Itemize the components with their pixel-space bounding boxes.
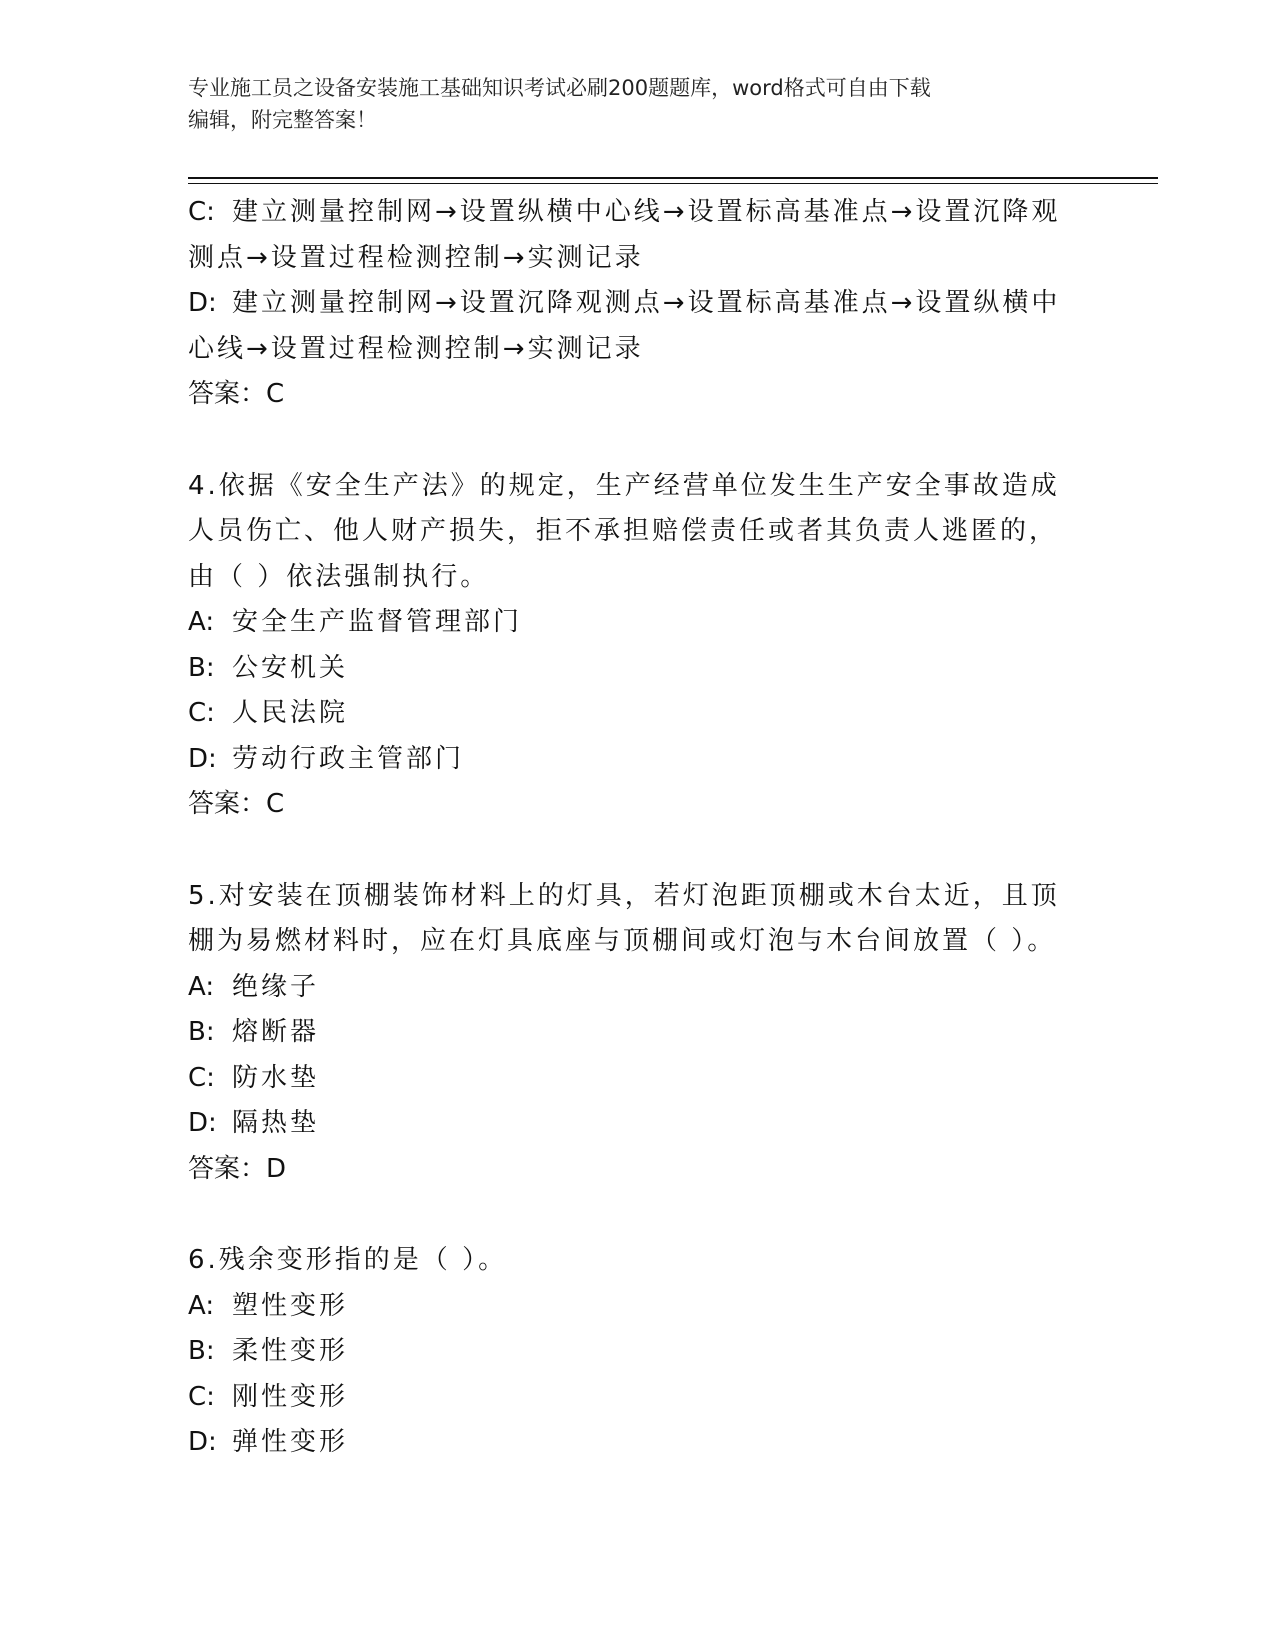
q5-option-d — [188, 1101, 1088, 1147]
q6-option-d — [188, 1420, 1088, 1466]
page-header — [188, 72, 1088, 136]
option-text: 熔断器 — [232, 1017, 320, 1047]
option-text: 劳动行政主管部门 — [232, 743, 465, 774]
q3-option-c — [188, 190, 1088, 236]
q4-stem-line: 人员伤亡、他人财产损失，拒不承担赔偿责任或者其负责人逃匿的， — [188, 516, 1059, 546]
q5-stem-line: 5.对安装在顶棚装饰材料上的灯具，若灯泡距顶棚或木台太近，且顶 — [188, 880, 1060, 911]
q4-option-a — [188, 600, 1088, 646]
q5-option-b — [188, 1010, 1088, 1056]
option-key: B: — [188, 652, 215, 683]
q6-option-b — [188, 1329, 1088, 1375]
q4-stem-line: 4.依据《安全生产法》的规定，生产经营单位发生生产安全事故造成 — [188, 470, 1060, 501]
option-text: 绝缘子 — [232, 971, 320, 1002]
option-key: A: — [188, 1290, 215, 1321]
q6-option-a — [188, 1284, 1088, 1330]
option-text: 公安机关 — [232, 652, 349, 683]
option-text: 塑性变形 — [232, 1290, 349, 1321]
header-rule-thick — [188, 177, 1158, 179]
option-key: B: — [188, 1336, 215, 1366]
option-key: A: — [188, 971, 215, 1002]
q6-stem-line: 6.残余变形指的是（ ）。 — [188, 1245, 508, 1275]
q3-answer: 答案：C — [188, 379, 285, 409]
header-rule-thin — [188, 183, 1158, 184]
q4-stem-line: 由（ ）依法强制执行。 — [188, 561, 490, 592]
q4-answer: 答案：C — [188, 789, 285, 819]
option-text: 刚性变形 — [232, 1381, 349, 1412]
option-key: D: — [188, 1427, 217, 1457]
option-text: 隔热垫 — [232, 1108, 320, 1138]
option-text: 人民法院 — [232, 698, 349, 728]
q5-option-a — [188, 965, 1088, 1011]
q5-answer: 答案：D — [188, 1153, 287, 1184]
q3-option-d-cont: 心线→设置过程检测控制→实测记录 — [188, 333, 644, 364]
question-content — [188, 190, 1088, 1466]
q6-option-c — [188, 1375, 1088, 1421]
option-text: 防水垫 — [232, 1062, 320, 1093]
q4-option-c — [188, 691, 1088, 737]
option-key: C: — [188, 1062, 215, 1093]
q4-option-d — [188, 737, 1088, 783]
option-text: 弹性变形 — [232, 1427, 349, 1457]
q5-option-c — [188, 1056, 1088, 1102]
option-key: B: — [188, 1017, 215, 1047]
header-title-line-2: 编辑，附完整答案！ — [188, 108, 377, 132]
option-text: 安全生产监督管理部门 — [232, 607, 523, 637]
option-text: 建立测量控制网→设置沉降观测点→设置标高基准点→设置纵横中 — [232, 288, 1061, 318]
option-key: A: — [188, 607, 215, 637]
q3-option-c-cont: 测点→设置过程检测控制→实测记录 — [188, 242, 644, 273]
option-key: D: — [188, 288, 217, 318]
option-key: C: — [188, 1381, 215, 1412]
option-key: C: — [188, 197, 215, 227]
q4-option-b — [188, 646, 1088, 692]
option-text: 柔性变形 — [232, 1336, 349, 1366]
q5-stem-line: 棚为易燃材料时，应在灯具底座与顶棚间或灯泡与木台间放置（ ）。 — [188, 926, 1057, 956]
header-title-line-1: 专业施工员之设备安装施工基础知识考试必刷200题题库，word格式可自由下载 — [188, 76, 931, 100]
option-key: C: — [188, 698, 215, 728]
option-key: D: — [188, 743, 217, 774]
option-text: 建立测量控制网→设置纵横中心线→设置标高基准点→设置沉降观 — [232, 197, 1061, 227]
option-key: D: — [188, 1108, 217, 1138]
q3-option-d — [188, 281, 1088, 327]
